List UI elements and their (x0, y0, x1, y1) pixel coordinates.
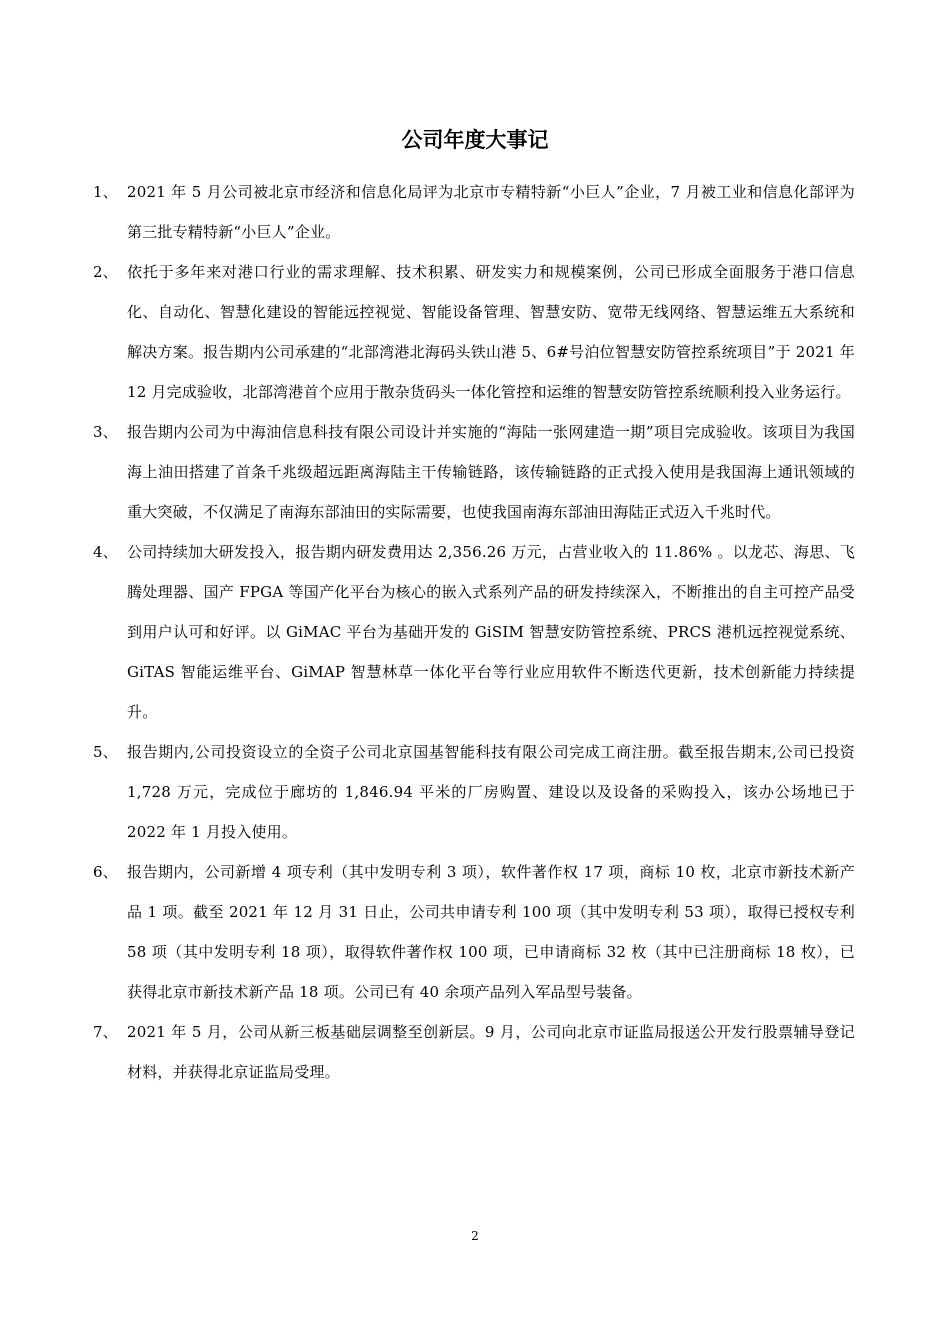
list-item (93, 172, 855, 252)
list-item (93, 732, 855, 852)
item-text: 2021 年 5 月公司被北京市经济和信息化局评为北京市专精特新“小巨人”企业，7 月被工业和信息化部评为第三批专精特新“小巨人”企业。 (127, 183, 855, 241)
item-text: 公司持续加大研发投入，报告期内研发费用达 2,356.26 万元，占营业收入的 11.86% 。以龙芯、海思、飞腾处理器、国产 FPGA 等国产化平台为核心的嵌入式系列产品的研发持续深入，不断推出的自主可控产品受到用户认可和好评。以 GiMAC 平台为基础开发的 GiSIM 智慧安防管控系统、PRCS 港机远控视觉系统、GiTAS 智能运维平台、GiMAP 智慧林草一体化平台等行业应用软件不断迭代更新，技术创新能力持续提升。 (127, 543, 855, 721)
item-text: 依托于多年来对港口行业的需求理解、技术积累、研发实力和规模案例，公司已形成全面服务于港口信息化、自动化、智慧化建设的智能远控视觉、智能设备管理、智慧安防、宽带无线网络、智慧运维五大系统和解决方案。报告期内公司承建的“北部湾港北海码头铁山港 5、6#号泊位智慧安防管控系统项目”于 2021 年 12 月完成验收，北部湾港首个应用于散杂货码头一体化管控和运维的智慧安防管控系统顺利投入业务运行。 (127, 263, 855, 401)
page-title: 公司年度大事记 (401, 128, 549, 152)
events-list (93, 172, 855, 1092)
page-number: 2 (471, 1229, 479, 1243)
item-number: 5、 (93, 743, 118, 761)
item-text: 报告期内,公司投资设立的全资子公司北京国基智能科技有限公司完成工商注册。截至报告期末,公司已投资 1,728 万元，完成位于廊坊的 1,846.94 平米的厂房购置、建设以及设备的采购投入，该办公场地已于 2022 年 1 月投入使用。 (127, 743, 855, 841)
list-item (93, 532, 855, 732)
list-item (93, 412, 855, 532)
item-number: 2、 (93, 263, 118, 281)
item-number: 6、 (93, 863, 118, 881)
item-text: 报告期内，公司新增 4 项专利（其中发明专利 3 项），软件著作权 17 项，商标 10 枚，北京市新技术新产品 1 项。截至 2021 年 12 月 31 日止，公司共申请专利 100 项（其中发明专利 53 项），取得已授权专利 58 项（其中发明专利 18 项），取得软件著作权 100 项，已申请商标 32 枚（其中已注册商标 18 枚），已获得北京市新技术新产品 18 项。公司已有 40 余项产品列入军品型号装备。 (127, 863, 855, 1001)
item-number: 3、 (93, 423, 118, 441)
list-item (93, 852, 855, 1012)
list-item (93, 252, 855, 412)
item-text: 2021 年 5 月，公司从新三板基础层调整至创新层。9 月，公司向北京市证监局报送公开发行股票辅导登记材料，并获得北京证监局受理。 (127, 1023, 855, 1081)
list-item (93, 1012, 855, 1092)
item-number: 1、 (93, 183, 118, 201)
item-number: 7、 (93, 1023, 118, 1041)
item-number: 4、 (93, 543, 118, 561)
item-text: 报告期内公司为中海油信息科技有限公司设计并实施的“海陆一张网建造一期”项目完成验收。该项目为我国海上油田搭建了首条千兆级超远距离海陆主干传输链路，该传输链路的正式投入使用是我国海上通讯领域的重大突破，不仅满足了南海东部油田的实际需要，也使我国南海东部油田海陆正式迈入千兆时代。 (127, 423, 855, 521)
